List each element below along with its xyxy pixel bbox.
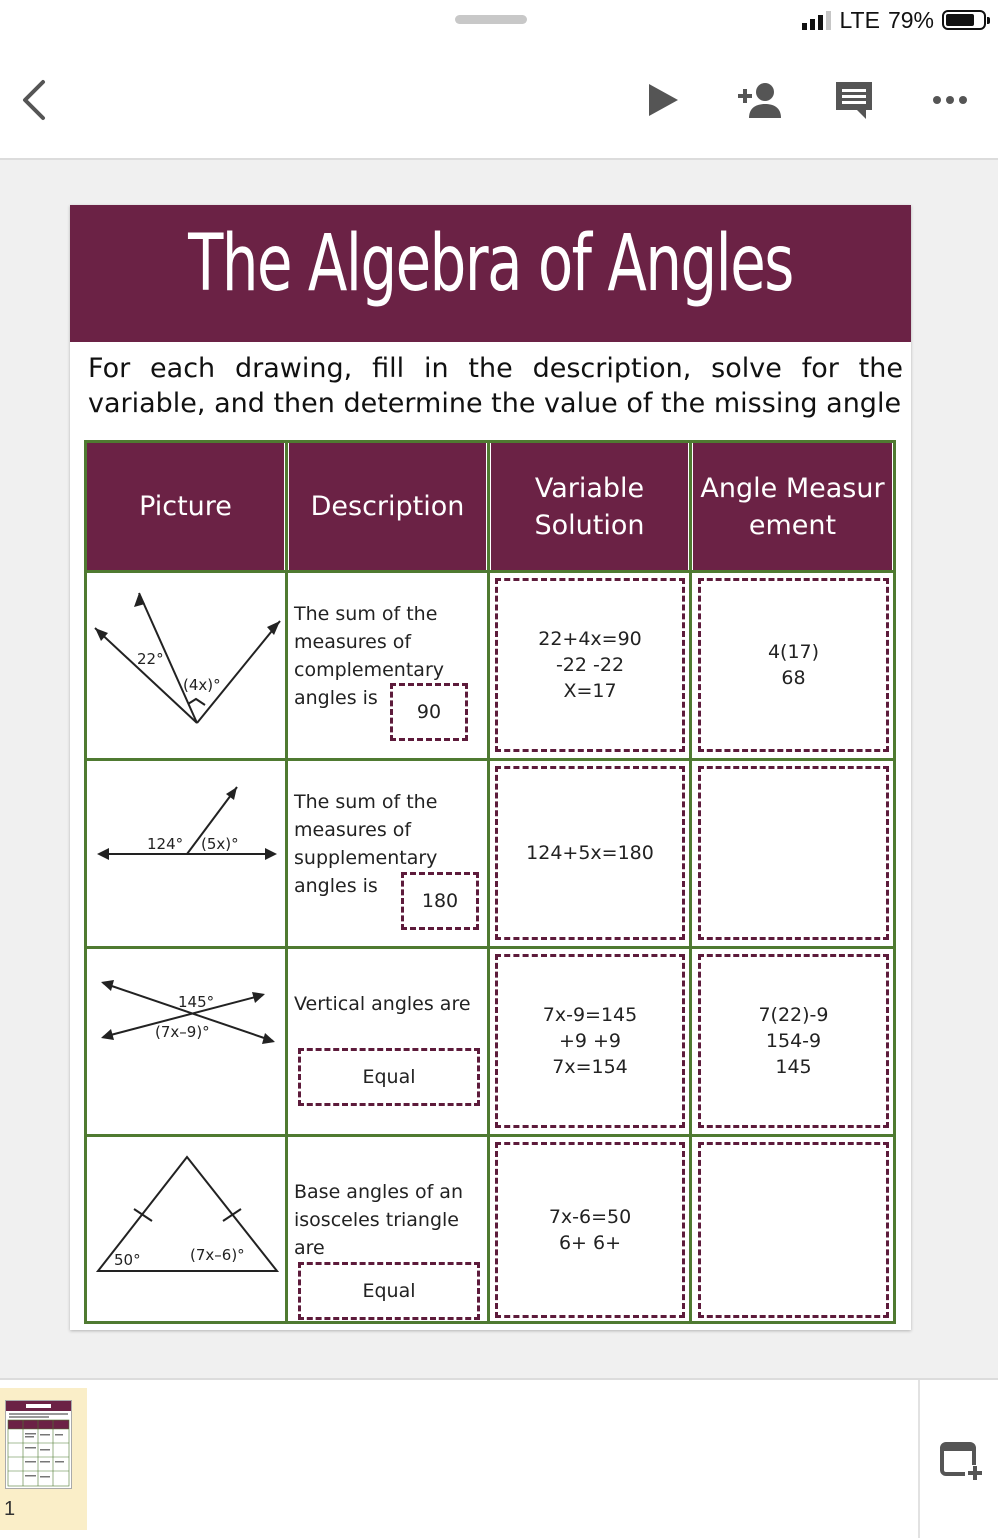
slide-thumbnail-selected[interactable]: [0, 1388, 87, 1530]
battery-percent: 79%: [887, 6, 934, 33]
variable-solution-box[interactable]: [495, 766, 685, 940]
angle-measurement-box[interactable]: [698, 766, 889, 940]
slide-filmstrip: [0, 1378, 998, 1538]
back-button[interactable]: [12, 70, 56, 130]
comment-icon: [833, 79, 875, 121]
more-horizontal-icon: [932, 95, 968, 105]
solution-line: 7x-9=145: [542, 1004, 638, 1026]
solution-line: 7x-6=50: [548, 1206, 632, 1228]
slide-title: The Algebra of Angles: [188, 219, 793, 309]
filmstrip-divider: [918, 1380, 920, 1538]
description-answer: Equal: [362, 1066, 416, 1088]
header-variable-solution: Variable Solution: [491, 443, 688, 570]
solution-line: X=17: [563, 680, 617, 702]
measurement-line: 68: [781, 667, 806, 689]
description-answer-box[interactable]: [401, 872, 479, 930]
description-text: The sum of the measures of supplementary angles is: [294, 791, 438, 897]
complementary-angle-diagram: [87, 573, 284, 757]
angle-label-7x-6: (7x–6)°: [190, 1246, 245, 1264]
angle-label-22: 22°: [137, 650, 164, 668]
description-answer-box[interactable]: [390, 683, 468, 741]
angle-label-7x-9: (7x–9)°: [155, 1023, 210, 1041]
vertical-angles-diagram: [87, 949, 284, 1133]
grid-line: [84, 440, 896, 443]
chevron-left-icon: [19, 78, 49, 122]
slide-header: [70, 205, 911, 342]
description-text: Base angles of an isosceles triangle are: [294, 1181, 463, 1259]
measurement-line: 7(22)-9: [758, 1004, 829, 1026]
battery-icon: [942, 10, 986, 30]
angle-label-4x: (4x)°: [183, 676, 221, 694]
grid-line: [84, 946, 896, 949]
header-angle-measurement: Angle Measurement: [693, 443, 892, 570]
measurement-line: 4(17): [767, 641, 820, 663]
solution-line: 22+4x=90: [538, 628, 642, 650]
instructions-text: For each drawing, fill in the description, solve for the variable, and then determine the value of the missing angle: [88, 353, 903, 419]
description-answer: 180: [421, 890, 459, 912]
thumbnail-preview: [6, 1401, 71, 1488]
angle-measurement-box[interactable]: [698, 1142, 889, 1318]
share-button[interactable]: [730, 75, 786, 125]
present-button[interactable]: [640, 75, 686, 125]
description-answer: 90: [416, 701, 442, 723]
description-answer-box[interactable]: [298, 1262, 480, 1320]
description-answer: Equal: [362, 1280, 416, 1302]
angle-label-5x: (5x)°: [201, 835, 239, 853]
worksheet-table: [84, 440, 896, 1324]
supplementary-angle-diagram: [87, 761, 284, 945]
signal-icon: [802, 10, 831, 30]
grid-line: [84, 1134, 896, 1137]
grid-line: [84, 758, 896, 761]
add-slide-icon: [939, 1440, 983, 1482]
angle-label-124: 124°: [147, 835, 184, 853]
description-text: Vertical angles are: [294, 993, 471, 1015]
variable-solution-box[interactable]: [495, 1142, 685, 1318]
description-text: The sum of the measures of complementary angles is: [294, 603, 444, 709]
play-icon: [646, 82, 680, 118]
grid-line: [84, 1321, 896, 1324]
variable-solution-box[interactable]: [495, 954, 685, 1128]
description-answer-box[interactable]: [298, 1048, 480, 1106]
measurement-line: 145: [775, 1056, 812, 1078]
angle-label-50: 50°: [114, 1251, 141, 1269]
slide-viewer[interactable]: [0, 160, 998, 1378]
add-person-icon: [733, 80, 783, 120]
header-description: Description: [289, 443, 486, 570]
top-toolbar: [0, 40, 998, 160]
angle-measurement-box[interactable]: [698, 954, 889, 1128]
angle-label-145: 145°: [178, 993, 215, 1011]
slide-number: 1: [4, 1498, 16, 1520]
home-indicator: [455, 15, 527, 24]
status-bar: [0, 0, 998, 40]
isosceles-triangle-diagram: [87, 1137, 284, 1321]
comment-button[interactable]: [828, 75, 880, 125]
solution-line: 124+5x=180: [526, 842, 654, 864]
solution-line: -22 -22: [555, 654, 625, 676]
more-button[interactable]: [926, 80, 974, 120]
solution-line: 6+ 6+: [558, 1232, 622, 1254]
header-picture: Picture: [87, 443, 284, 570]
grid-line: [84, 570, 896, 573]
variable-solution-box[interactable]: [495, 578, 685, 752]
angle-measurement-box[interactable]: [698, 578, 889, 752]
status-right: [802, 6, 986, 34]
solution-line: +9 +9: [558, 1030, 622, 1052]
measurement-line: 154-9: [765, 1030, 822, 1052]
network-label: LTE: [839, 6, 880, 33]
add-slide-button[interactable]: [936, 1438, 986, 1484]
slide: [70, 205, 911, 1330]
solution-line: 7x=154: [552, 1056, 628, 1078]
slide-thumbnail[interactable]: [5, 1400, 72, 1489]
